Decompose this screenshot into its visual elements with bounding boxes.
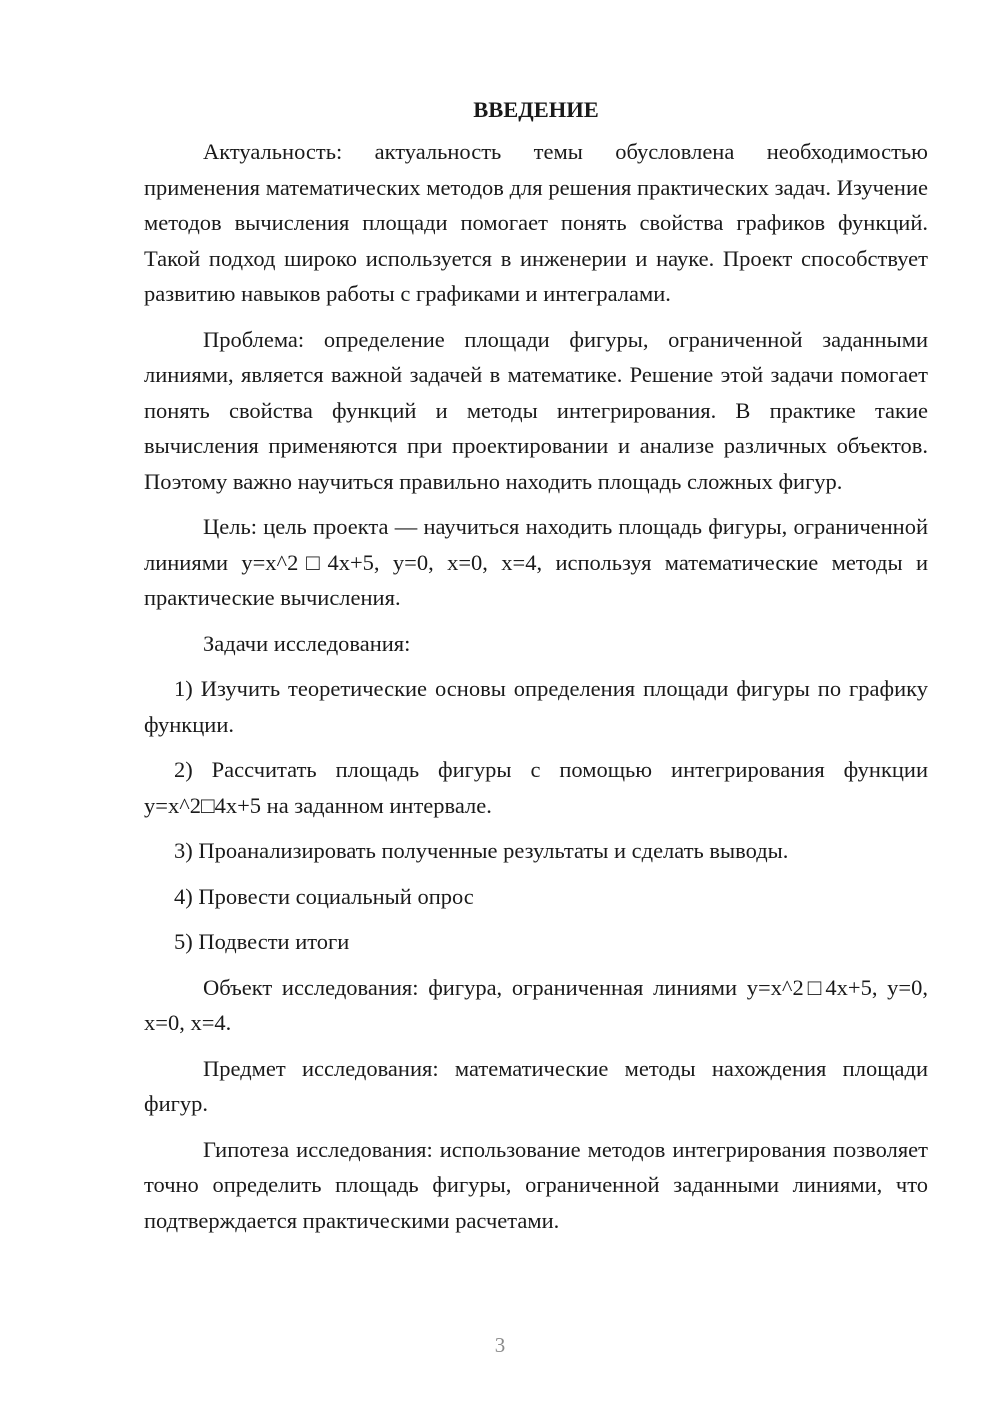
task-item: 5) Подвести итоги: [174, 929, 350, 954]
object-paragraph: Объект исследования: фигура, ограниченная линиями y=x^2□4x+5, y=0, x=0, x=4.: [144, 974, 928, 1035]
page-title: ВВЕДЕНИЕ: [473, 97, 599, 122]
document-page: [144, 92, 928, 1238]
hypothesis-paragraph: Гипотеза исследования: использование методов интегрирования позволяет точно определить площадь фигуры, ограниченной заданными линиями, что подтверждается практическими расчетами.: [144, 1136, 928, 1233]
page-number: 3: [494, 1333, 506, 1357]
subject-paragraph: Предмет исследования: математические методы нахождения площади фигур.: [144, 1055, 928, 1116]
task-item: 3) Проанализировать полученные результаты и сделать выводы.: [174, 838, 789, 863]
problem-paragraph: Проблема: определение площади фигуры, ограниченной заданными линиями, является важной задачей в математике. Решение этой задачи помогает понять свойства функций и методы интегрирования. В практике такие вычисления применяются при проектировании и анализе различных объектов. Поэтому важно научиться правильно находить площадь сложных фигур.: [144, 326, 928, 494]
goal-paragraph: Цель: цель проекта — научиться находить площадь фигуры, ограниченной линиями y=x^2□4x+5, y=0, x=0, x=4, используя математические методы и практические вычисления.: [144, 514, 928, 610]
tasks-heading: Задачи исследования:: [203, 630, 411, 656]
relevance-paragraph: Актуальность: актуальность темы обусловлена необходимостью применения математических методов для решения практических задач. Изучение методов вычисления площади помогает понять свойства графиков функций. Такой подход широко используется в инженерии и науке. Проект способствует развитию навыков работы с графиками и интегралами.: [144, 139, 928, 306]
task-item: 1) Изучить теоретические основы определения площади фигуры по графику функции.: [144, 676, 928, 737]
task-item: 4) Провести социальный опрос: [174, 883, 474, 909]
task-item: 2) Рассчитать площадь фигуры с помощью интегрирования функции y=x^2□4x+5 на заданном интервале.: [144, 757, 928, 818]
